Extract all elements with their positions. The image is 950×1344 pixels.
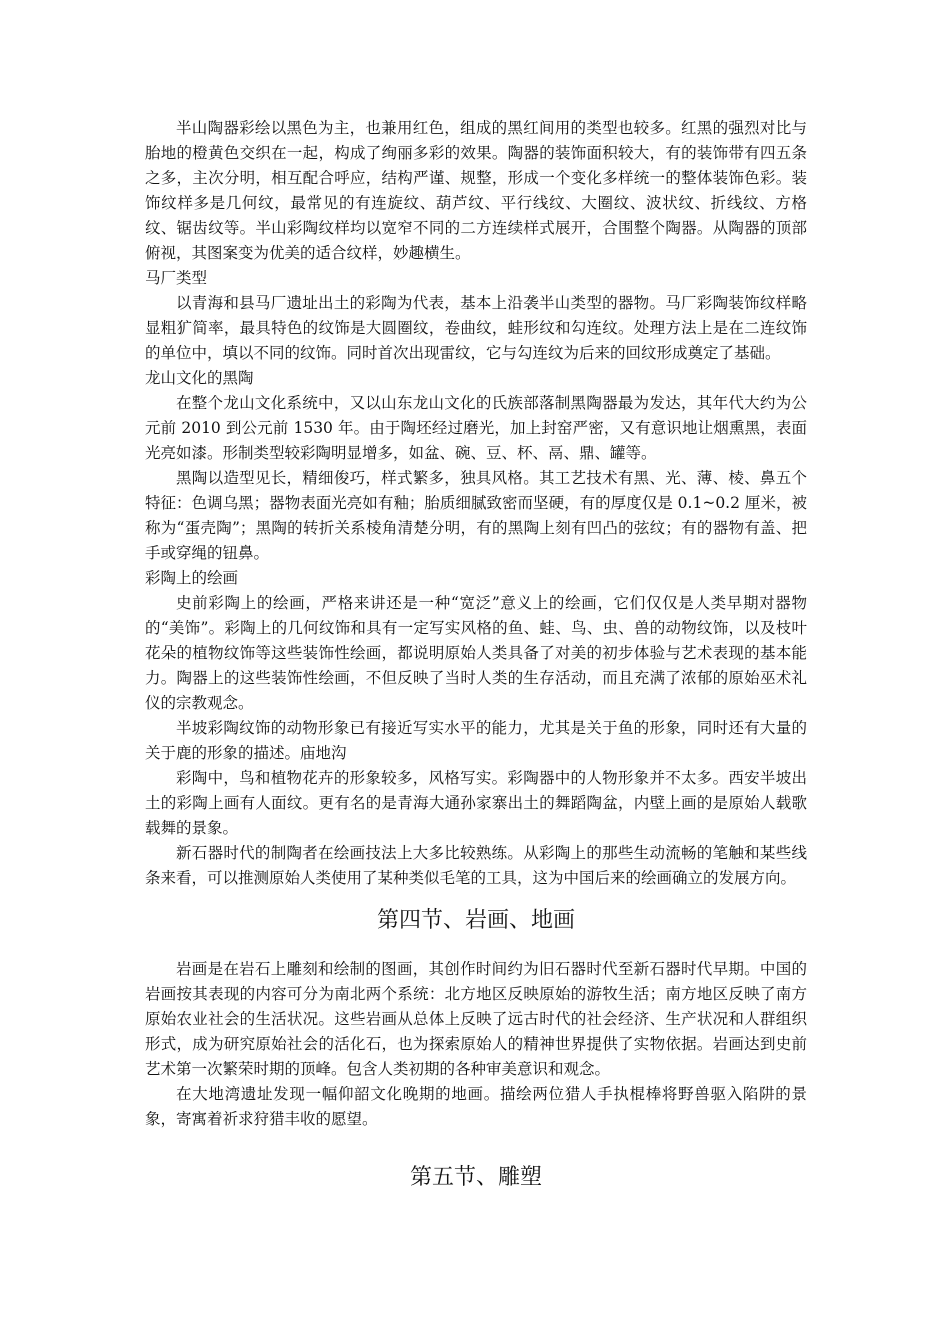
paragraph-longshan-overview: 在整个龙山文化系统中，又以山东龙山文化的氏族部落制黑陶器最为发达，其年代大约为公元前 2010 到公元前 1530 年。由于陶坯经过磨光，加上封窑严密，又有意识地让烟熏黑，表面光亮如漆。形制类型较彩陶明显增多，如盆、碗、豆、杯、鬲、鼎、罐等。 (145, 394, 807, 462)
paragraph-machang: 以青海和县马厂遗址出土的彩陶为代表，基本上沿袭半山类型的器物。马厂彩陶装饰纹样略显粗犷简率，最具特色的纹饰是大圆圈纹，卷曲纹，蛙形纹和勾连纹。处理方法上是在二连纹饰的单位中，填以不同的纹饰。同时首次出现雷纹，它与勾连纹为后来的回纹形成奠定了基础。 (145, 294, 807, 362)
heading-longshan-black-pottery: 龙山文化的黑陶 (145, 369, 254, 387)
heading-painted-pottery-paintings: 彩陶上的绘画 (145, 569, 239, 587)
heading-machang-type: 马厂类型 (145, 269, 208, 287)
paragraph-banpo-animals: 半坡彩陶纹饰的动物形象已有接近写实水平的能力，尤其是关于鱼的形象，同时还有大量的关于鹿的形象的描述。庙地沟 (145, 719, 807, 762)
paragraph-dadiwan-ground-painting: 在大地湾遗址发现一幅仰韶文化晚期的地画。描绘两位猎人手执棍棒将野兽驱入陷阱的景象，寄寓着祈求狩猎丰收的愿望。 (145, 1085, 807, 1128)
page-content (145, 116, 807, 1194)
section-5-title: 第五节、雕塑 (409, 1165, 542, 1190)
paragraph-rock-paintings: 岩画是在岩石上雕刻和绘制的图画，其创作时间约为旧石器时代至新石器时代早期。中国的岩画按其表现的内容可分为南北两个系统：北方地区反映原始的游牧生活；南方地区反映了南方原始农业社会的生活状况。这些岩画从总体上反映了远古时代的社会经济、生产状况和人群组织形式，成为研究原始社会的活化石，也为探索原始人的精神世界提供了实物依据。岩画达到史前艺术第一次繁荣时期的顶峰。包含人类初期的各种审美意识和观念。 (145, 960, 807, 1078)
paragraph-prehistoric-painting: 史前彩陶上的绘画，严格来讲还是一种“宽泛”意义上的绘画，它们仅仅是人类早期对器物的“美饰”。彩陶上的几何纹饰和具有一定写实风格的鱼、蛙、鸟、虫、兽的动物纹饰，以及枝叶花朵的植物纹饰等这些装饰性绘画，都说明原始人类具备了对美的初步体验与艺术表现的基本能力。陶器上的这些装饰性绘画，不但反映了当时人类的生存活动，而且充满了浓郁的原始巫术礼仪的宗教观念。 (145, 594, 807, 712)
paragraph-black-pottery-features: 黑陶以造型见长，精细俊巧，样式繁多，独具风格。其工艺技术有黑、光、薄、棱、鼻五个特征：色调乌黑；器物表面光亮如有釉；胎质细腻致密而坚硬，有的厚度仅是 0.1~0.2 厘米，被称为“蛋壳陶”；黑陶的转折关系棱角清楚分明，有的黑陶上刻有凹凸的弦纹；有的器物有盖、把手或穿绳的钮鼻。 (145, 469, 807, 562)
paragraph-human-figures: 彩陶中，鸟和植物花卉的形象较多，风格写实。彩陶器中的人物形象并不太多。西安半坡出土的彩陶上画有人面纹。更有名的是青海大通孙家寨出土的舞蹈陶盆，内壁上画的是原始人载歌载舞的景象。 (145, 769, 807, 837)
paragraph-neolithic-technique: 新石器时代的制陶者在绘画技法上大多比较熟练。从彩陶上的那些生动流畅的笔触和某些线条来看，可以推测原始人类使用了某种类似毛笔的工具，这为中国后来的绘画确立的发展方向。 (145, 844, 807, 887)
paragraph-banshan-painting: 半山陶器彩绘以黑色为主，也兼用红色，组成的黑红间用的类型也较多。红黑的强烈对比与胎地的橙黄色交织在一起，构成了绚丽多彩的效果。陶器的装饰面积较大，有的装饰带有四五条之多，主次分明，相互配合呼应，结构严谨、规整，形成一个变化多样统一的整体装饰色彩。装饰纹样多是几何纹，最常见的有连旋纹、葫芦纹、平行线纹、大圈纹、波状纹、折线纹、方格纹、锯齿纹等。半山彩陶纹样均以宽窄不同的二方连续样式展开，合围整个陶器。从陶器的顶部俯视，其图案变为优美的适合纹样，妙趣横生。 (145, 119, 807, 262)
section-4-title: 第四节、岩画、地画 (376, 908, 575, 933)
